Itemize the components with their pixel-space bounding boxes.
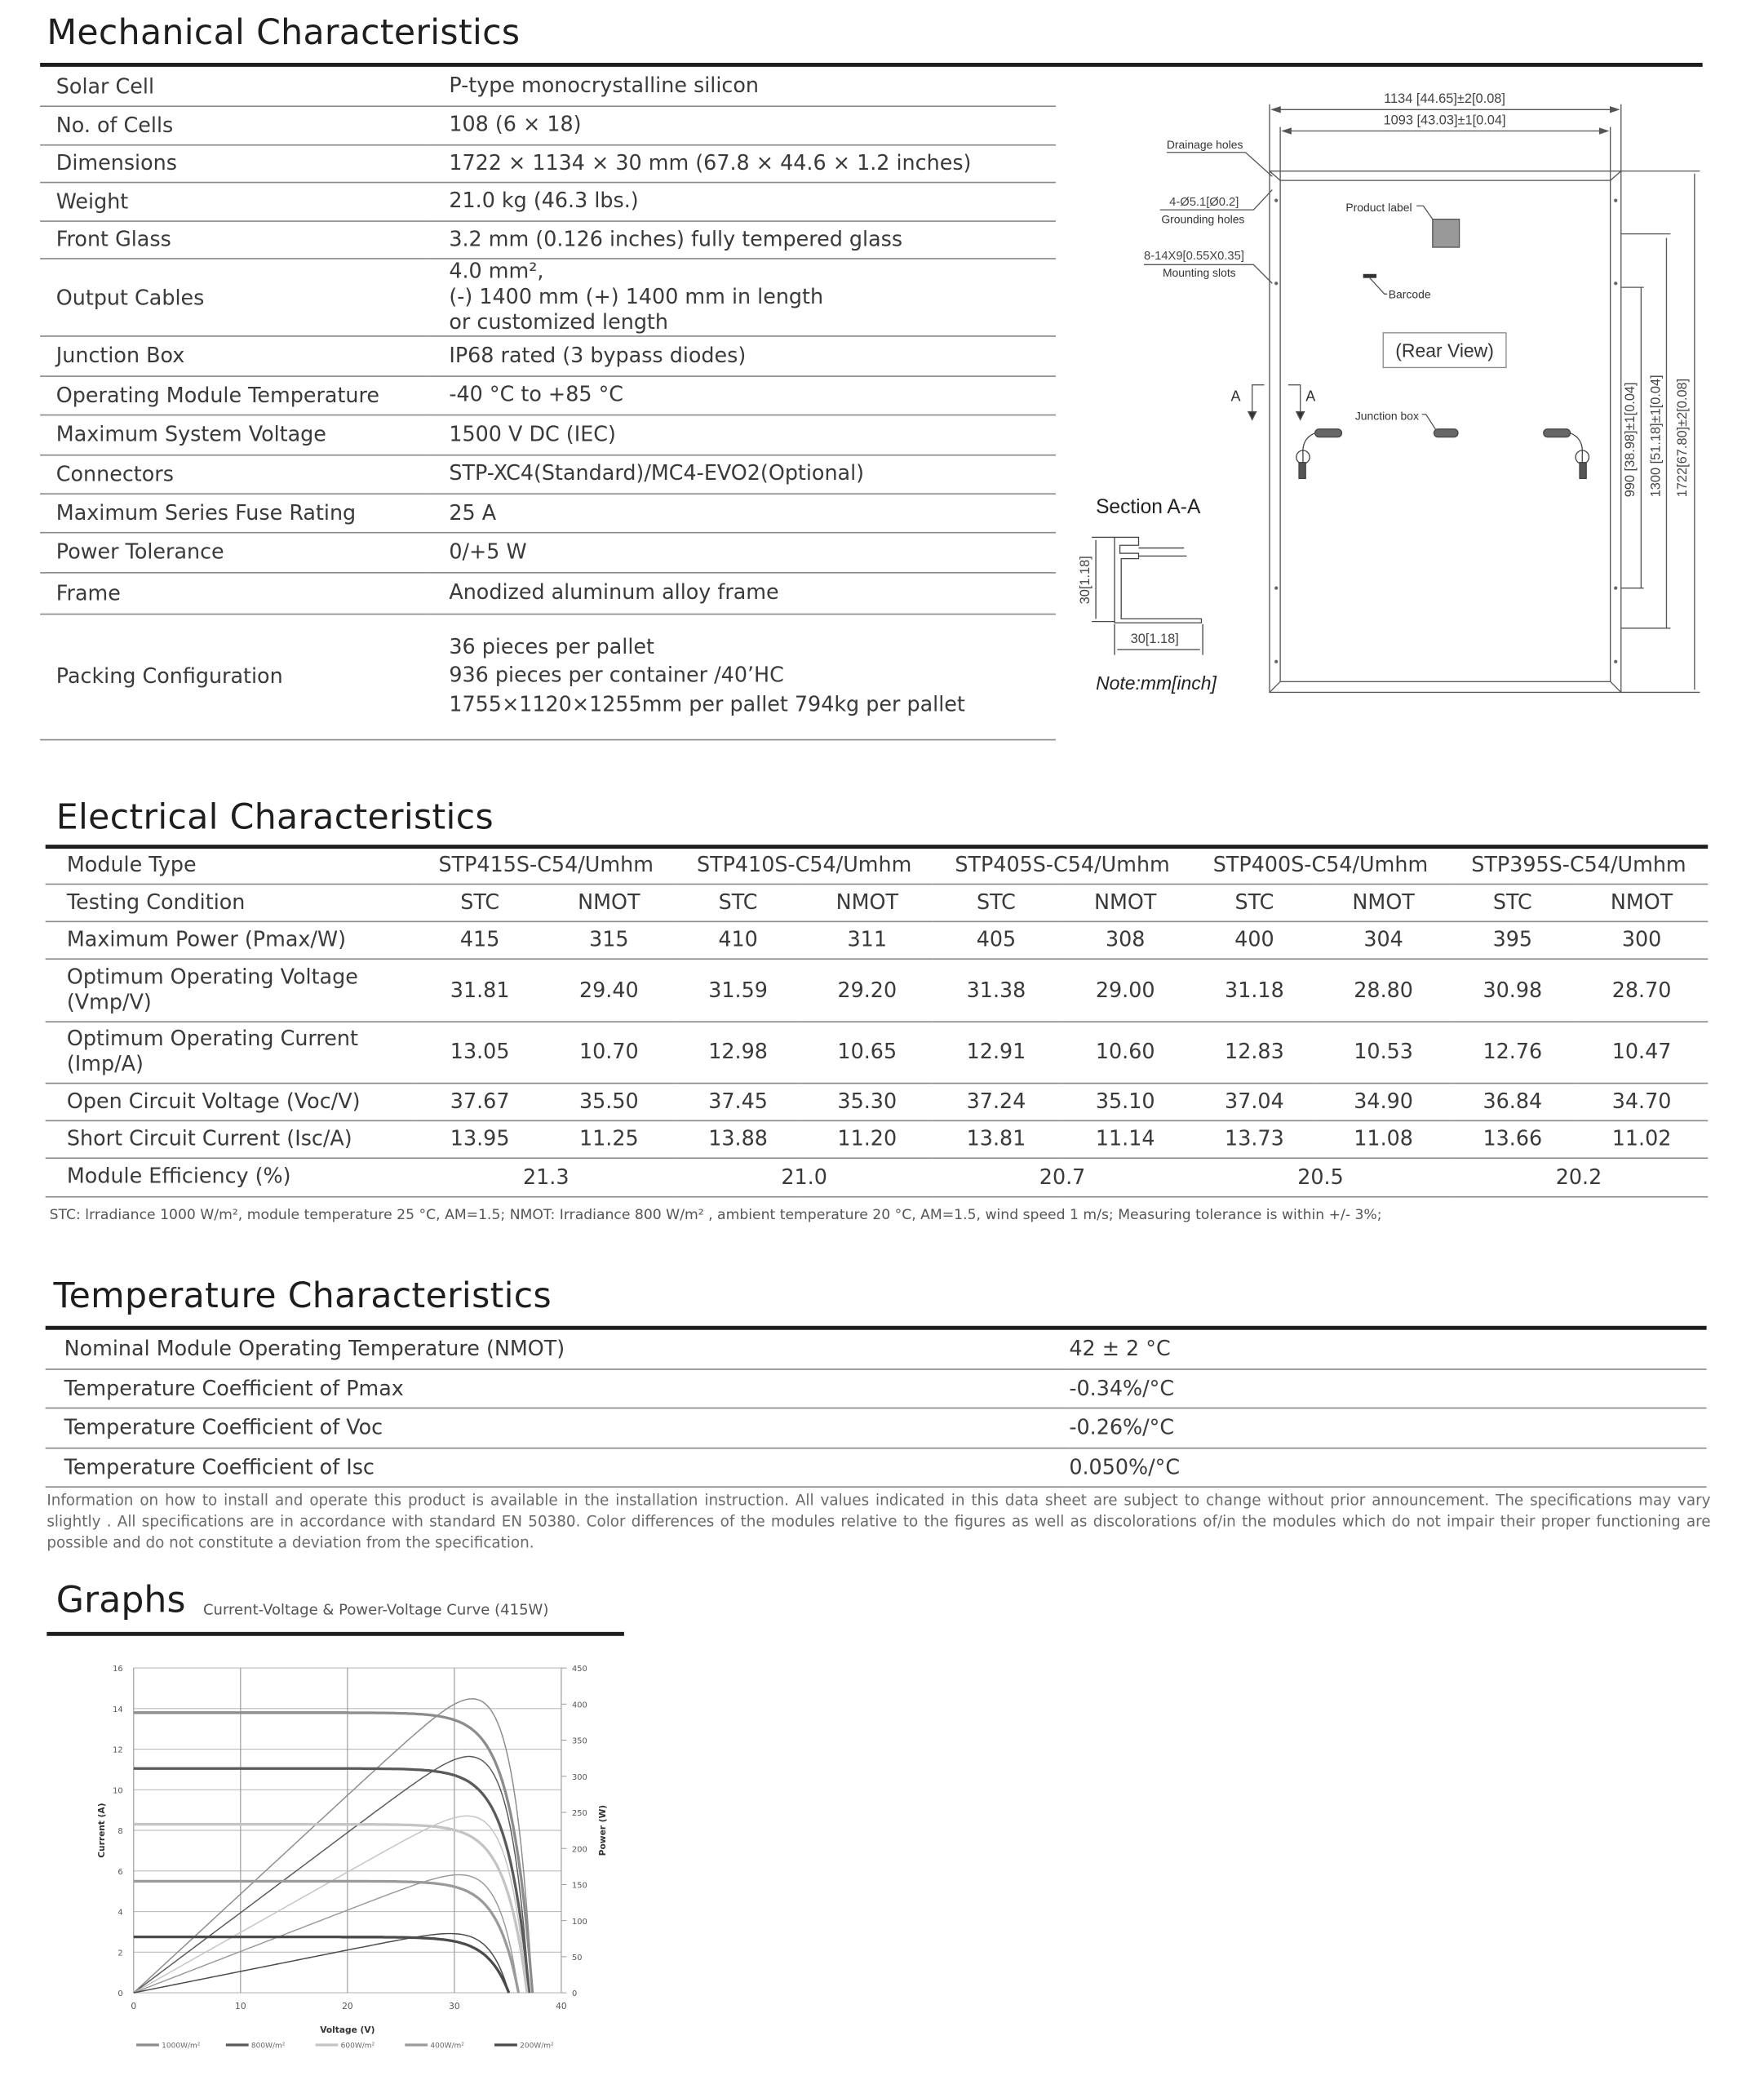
value-cell: 31.18 bbox=[1191, 958, 1317, 1021]
value-cell: 308 bbox=[1059, 921, 1191, 959]
value-cell: 37.45 bbox=[675, 1083, 800, 1120]
value-cell: 13.95 bbox=[417, 1120, 543, 1158]
module-name: STP405S-C54/Umhm bbox=[933, 847, 1191, 883]
label-line: Maximum Power (Pmax/W) bbox=[66, 926, 346, 951]
spec-row bbox=[40, 183, 1056, 221]
spec-row bbox=[40, 375, 1056, 415]
spec-row bbox=[40, 533, 1056, 572]
spec-value-line: 108 (6 × 18) bbox=[449, 112, 582, 137]
value-cell: 13.66 bbox=[1450, 1120, 1576, 1158]
module-name: STP395S-C54/Umhm bbox=[1450, 847, 1709, 883]
efficiency-cell: 20.7 bbox=[933, 1157, 1191, 1195]
electrical-row bbox=[46, 921, 1709, 959]
spec-label: Maximum System Voltage bbox=[40, 415, 430, 455]
electrical-table bbox=[46, 847, 1709, 1196]
dim-outer-width: 1134 [44.65]±2[0.08] bbox=[1384, 91, 1505, 107]
y2-tick-label: 400 bbox=[572, 1701, 587, 1710]
condition-cell: STC bbox=[675, 884, 800, 921]
spec-value bbox=[430, 614, 1056, 739]
iv-curve bbox=[134, 1825, 527, 1994]
rear-view-label: (Rear View) bbox=[1395, 339, 1494, 361]
section-height-dim: 30[1.18] bbox=[1077, 556, 1093, 605]
value-cell: 395 bbox=[1450, 921, 1576, 959]
value-cell: 13.73 bbox=[1191, 1120, 1317, 1158]
spec-label: Dimensions bbox=[40, 144, 430, 183]
value-cell: 10.70 bbox=[543, 1021, 675, 1082]
value-cell: 12.91 bbox=[933, 1021, 1059, 1082]
condition-cell: NMOT bbox=[543, 884, 675, 921]
efficiency-cell: 20.5 bbox=[1191, 1157, 1449, 1195]
y2-tick-label: 450 bbox=[572, 1665, 587, 1674]
temperature-row bbox=[46, 1368, 1707, 1408]
spec-label: Maximum Series Fuse Rating bbox=[40, 494, 430, 532]
section-marker-right: A bbox=[1305, 388, 1316, 405]
spec-value-line: (-) 1400 mm (+) 1400 mm in length bbox=[449, 284, 824, 309]
temperature-row bbox=[46, 1448, 1707, 1487]
mechanical-title-rule bbox=[40, 63, 1703, 67]
value-cell: 415 bbox=[417, 921, 543, 959]
iv-pv-chart bbox=[80, 1655, 641, 2089]
product-label-callout: Product label bbox=[1345, 200, 1412, 214]
legend-label: 400W/m² bbox=[430, 2042, 464, 2051]
dim-1300: 1300 [51.18]±1[0.04] bbox=[1648, 375, 1664, 498]
spec-value bbox=[430, 494, 1056, 532]
y-tick-label: 16 bbox=[113, 1665, 123, 1674]
efficiency-cell: 21.3 bbox=[417, 1157, 675, 1195]
y-tick-label: 6 bbox=[117, 1867, 123, 1877]
x-axis-label: Voltage (V) bbox=[320, 2025, 375, 2036]
condition-cell: NMOT bbox=[1059, 884, 1191, 921]
spec-value-line: 4.0 mm², bbox=[449, 259, 544, 284]
condition-cell: STC bbox=[1450, 884, 1576, 921]
value-cell: 10.65 bbox=[801, 1021, 933, 1082]
spec-value-line: Anodized aluminum alloy frame bbox=[449, 579, 779, 605]
y2-tick-label: 250 bbox=[572, 1809, 587, 1819]
spec-label: Weight bbox=[40, 183, 430, 221]
module-type-label: Module Type bbox=[46, 847, 417, 883]
temperature-value: -0.34%/°C bbox=[1069, 1368, 1706, 1408]
value-cell: 10.47 bbox=[1576, 1021, 1708, 1082]
spec-row bbox=[40, 69, 1056, 106]
spec-label: Solar Cell bbox=[40, 69, 430, 106]
spec-label: No. of Cells bbox=[40, 105, 430, 144]
value-cell: 10.60 bbox=[1059, 1021, 1191, 1082]
y2-tick-label: 150 bbox=[572, 1881, 587, 1891]
spec-value bbox=[430, 455, 1056, 494]
spec-value-line: 36 pieces per pallet bbox=[449, 634, 654, 659]
value-cell: 300 bbox=[1576, 921, 1708, 959]
iv-curve bbox=[134, 1937, 509, 1993]
value-cell: 11.20 bbox=[801, 1120, 933, 1158]
x-tick-label: 10 bbox=[235, 2000, 246, 2011]
label-line: Short Circuit Current (Isc/A) bbox=[66, 1125, 352, 1151]
temperature-value: 42 ± 2 °C bbox=[1069, 1330, 1706, 1368]
grounding-holes-label: Grounding holes bbox=[1161, 212, 1245, 226]
grounding-spec-label: 4-Ø5.1[Ø0.2] bbox=[1169, 196, 1239, 210]
label-line: Open Circuit Voltage (Voc/V) bbox=[66, 1089, 361, 1113]
value-cell: 30.98 bbox=[1450, 958, 1576, 1021]
spec-value bbox=[430, 336, 1056, 375]
electrical-footnote: STC: lrradiance 1000 W/m², module temperature 25 °C, AM=1.5; NMOT: Irradiance 800 W/m² , ambient temperature 20 °C, AM=1.5, wind speed 1 m/s; Measuring tolerance is within +/- 3%; bbox=[49, 1207, 1382, 1223]
spec-value-line: 21.0 kg (46.3 lbs.) bbox=[449, 188, 639, 213]
spec-value-line: 3.2 mm (0.126 inches) fully tempered glass bbox=[449, 227, 903, 251]
legend-label: 1000W/m² bbox=[162, 2042, 201, 2051]
dim-1722: 1722[67.80]±2[0.08] bbox=[1675, 378, 1691, 498]
condition-cell: STC bbox=[1191, 884, 1317, 921]
electrical-title: Electrical Characteristics bbox=[55, 797, 494, 838]
y2-tick-label: 100 bbox=[572, 1917, 587, 1927]
spec-label: Junction Box bbox=[40, 336, 430, 375]
spec-value bbox=[430, 533, 1056, 572]
electrical-row bbox=[46, 958, 1709, 1021]
units-note: Note:mm[inch] bbox=[1096, 672, 1217, 694]
temperature-title: Temperature Characteristics bbox=[53, 1276, 552, 1317]
value-cell: 29.20 bbox=[801, 958, 933, 1021]
module-type-row bbox=[46, 847, 1709, 883]
spec-value bbox=[430, 105, 1056, 144]
spec-row bbox=[40, 494, 1056, 532]
x-tick-label: 40 bbox=[556, 2000, 567, 2011]
spec-row bbox=[40, 105, 1056, 144]
condition-cell: NMOT bbox=[1318, 884, 1450, 921]
value-cell: 35.50 bbox=[543, 1083, 675, 1120]
graphs-title: Graphs bbox=[55, 1579, 186, 1621]
y-tick-label: 8 bbox=[117, 1827, 123, 1837]
value-cell: 28.70 bbox=[1576, 958, 1708, 1021]
y-tick-label: 14 bbox=[113, 1705, 123, 1714]
y-tick-label: 10 bbox=[113, 1786, 123, 1796]
spec-row bbox=[40, 614, 1056, 739]
drainage-holes-label: Drainage holes bbox=[1166, 137, 1243, 151]
spec-value-line: STP-XC4(Standard)/MC4-EVO2(Optional) bbox=[449, 461, 865, 486]
value-cell: 29.00 bbox=[1059, 958, 1191, 1021]
iv-curve bbox=[134, 1713, 533, 1993]
value-cell: 12.98 bbox=[675, 1021, 800, 1082]
electrical-row bbox=[46, 1021, 1709, 1082]
y-tick-label: 0 bbox=[117, 1989, 123, 1999]
value-cell: 35.30 bbox=[801, 1083, 933, 1120]
spec-value-line: -40 °C to +85 °C bbox=[449, 382, 624, 407]
value-cell: 35.10 bbox=[1059, 1083, 1191, 1120]
spec-label: Operating Module Temperature bbox=[40, 375, 430, 415]
spec-value bbox=[430, 144, 1056, 183]
testing-condition-row bbox=[46, 884, 1709, 921]
temperature-value: 0.050%/°C bbox=[1069, 1448, 1706, 1487]
value-cell: 28.80 bbox=[1318, 958, 1450, 1021]
condition-cell: NMOT bbox=[801, 884, 933, 921]
spec-row bbox=[40, 144, 1056, 183]
electrical-row-label bbox=[46, 1021, 417, 1082]
module-dimension-drawing bbox=[1069, 80, 1724, 708]
temperature-label: Temperature Coefficient of Isc bbox=[46, 1448, 1070, 1487]
spec-value bbox=[430, 69, 1056, 106]
value-cell: 12.83 bbox=[1191, 1021, 1317, 1082]
graphs-title-rule bbox=[47, 1632, 624, 1635]
spec-label: Connectors bbox=[40, 455, 430, 494]
electrical-row-label bbox=[46, 958, 417, 1021]
module-name: STP415S-C54/Umhm bbox=[417, 847, 675, 883]
value-cell: 304 bbox=[1318, 921, 1450, 959]
electrical-row bbox=[46, 1120, 1709, 1158]
y2-tick-label: 50 bbox=[572, 1953, 583, 1963]
spec-label: Front Glass bbox=[40, 220, 430, 259]
y-tick-label: 4 bbox=[117, 1908, 123, 1918]
value-cell: 13.81 bbox=[933, 1120, 1059, 1158]
value-cell: 34.70 bbox=[1576, 1083, 1708, 1120]
label-line: Optimum Operating Current bbox=[66, 1026, 358, 1051]
spec-value bbox=[430, 415, 1056, 455]
y-axis-label: Current (A) bbox=[95, 1803, 107, 1858]
junction-box-icon bbox=[1296, 429, 1589, 479]
y2-tick-label: 0 bbox=[572, 1989, 578, 1999]
spec-value-line: 936 pieces per container /40’HC bbox=[449, 663, 784, 688]
spec-row bbox=[40, 336, 1056, 375]
label-line: Optimum Operating Voltage bbox=[66, 964, 358, 989]
mechanical-table bbox=[40, 69, 1056, 740]
temperature-label: Nominal Module Operating Temperature (NMOT) bbox=[46, 1330, 1070, 1368]
value-cell: 37.24 bbox=[933, 1083, 1059, 1120]
spec-row bbox=[40, 455, 1056, 494]
section-title: Section A-A bbox=[1096, 495, 1201, 518]
value-cell: 12.76 bbox=[1450, 1021, 1576, 1082]
y2-tick-label: 200 bbox=[572, 1845, 587, 1855]
label-line: (Imp/A) bbox=[66, 1052, 144, 1076]
pv-curve bbox=[134, 1816, 527, 1993]
spec-label: Power Tolerance bbox=[40, 533, 430, 572]
legend-label: 800W/m² bbox=[250, 2042, 286, 2051]
pv-curve bbox=[134, 1934, 509, 1994]
spec-value bbox=[430, 183, 1056, 221]
condition-cell: STC bbox=[933, 884, 1059, 921]
spec-row bbox=[40, 259, 1056, 336]
spec-value-line: 1755×1120×1255mm per pallet 794kg per pallet bbox=[449, 692, 965, 716]
mechanical-title: Mechanical Characteristics bbox=[47, 13, 521, 54]
temperature-label: Temperature Coefficient of Pmax bbox=[46, 1368, 1070, 1408]
spec-value-line: 25 A bbox=[449, 500, 497, 525]
temperature-row bbox=[46, 1408, 1707, 1448]
efficiency-row bbox=[46, 1157, 1709, 1195]
spec-row bbox=[40, 572, 1056, 614]
spec-value-line: or customized length bbox=[449, 309, 668, 335]
pv-curve bbox=[134, 1757, 530, 1994]
spec-value bbox=[430, 220, 1056, 259]
module-name: STP400S-C54/Umhm bbox=[1191, 847, 1449, 883]
product-label-icon bbox=[1433, 220, 1460, 247]
efficiency-cell: 20.2 bbox=[1450, 1157, 1709, 1195]
section-width-dim: 30[1.18] bbox=[1130, 631, 1179, 646]
value-cell: 31.38 bbox=[933, 958, 1059, 1021]
legend-label: 600W/m² bbox=[340, 2042, 375, 2051]
condition-cell: STC bbox=[417, 884, 543, 921]
y2-tick-label: 300 bbox=[572, 1772, 587, 1782]
value-cell: 13.05 bbox=[417, 1021, 543, 1082]
spec-value bbox=[430, 259, 1056, 336]
spec-value-line: 1500 V DC (IEC) bbox=[449, 422, 616, 446]
value-cell: 31.59 bbox=[675, 958, 800, 1021]
disclaimer-text: Information on how to install and operate this product is available in the installation instruction. All values indicated in this data sheet are subject to change without prior announcement. The specifications may vary slightly . All specifications are in accordance with standard EN 50380. Color differences of the modules relative to the figures as well as discolorations of/in the modules which do not impair their proper functioning are possible and do not constitute a deviation from the specification. bbox=[47, 1491, 1711, 1552]
temperature-table bbox=[46, 1330, 1707, 1488]
mounting-slots-label: Mounting slots bbox=[1162, 266, 1236, 280]
x-tick-label: 0 bbox=[131, 2000, 137, 2011]
value-cell: 13.88 bbox=[675, 1120, 800, 1158]
x-tick-label: 20 bbox=[342, 2000, 353, 2011]
spec-value-line: 1722 × 1134 × 30 mm (67.8 × 44.6 × 1.2 inches) bbox=[449, 150, 972, 175]
value-cell: 400 bbox=[1191, 921, 1317, 959]
spec-label: Frame bbox=[40, 572, 430, 614]
value-cell: 37.67 bbox=[417, 1083, 543, 1120]
value-cell: 36.84 bbox=[1450, 1083, 1576, 1120]
efficiency-label: Module Efficiency (%) bbox=[46, 1157, 417, 1195]
value-cell: 11.14 bbox=[1059, 1120, 1191, 1158]
value-cell: 311 bbox=[801, 921, 933, 959]
temperature-value: -0.26%/°C bbox=[1069, 1408, 1706, 1448]
spec-value bbox=[430, 375, 1056, 415]
spec-value-line: P-type monocrystalline silicon bbox=[449, 73, 759, 98]
value-cell: 410 bbox=[675, 921, 800, 959]
spec-value bbox=[430, 572, 1056, 614]
x-tick-label: 30 bbox=[449, 2000, 460, 2011]
spec-value-line: 0/+5 W bbox=[449, 539, 527, 564]
dim-inner-width: 1093 [43.03]±1[0.04] bbox=[1383, 113, 1506, 128]
section-marker-left: A bbox=[1230, 388, 1241, 405]
efficiency-cell: 21.0 bbox=[675, 1157, 933, 1195]
value-cell: 315 bbox=[543, 921, 675, 959]
electrical-row bbox=[46, 1083, 1709, 1120]
spec-value-line: IP68 rated (3 bypass diodes) bbox=[449, 343, 747, 368]
testing-condition-label: Testing Condition bbox=[46, 884, 417, 921]
condition-cell: NMOT bbox=[1576, 884, 1708, 921]
value-cell: 37.04 bbox=[1191, 1083, 1317, 1120]
value-cell: 10.53 bbox=[1318, 1021, 1450, 1082]
y2-tick-label: 350 bbox=[572, 1736, 587, 1746]
spec-label: Output Cables bbox=[40, 259, 430, 336]
value-cell: 11.25 bbox=[543, 1120, 675, 1158]
value-cell: 405 bbox=[933, 921, 1059, 959]
spec-label: Packing Configuration bbox=[40, 614, 430, 739]
y-tick-label: 12 bbox=[113, 1745, 123, 1755]
junction-box-callout: Junction box bbox=[1354, 409, 1419, 423]
spec-row bbox=[40, 220, 1056, 259]
mounting-spec-label: 8-14X9[0.55X0.35] bbox=[1144, 249, 1244, 263]
value-cell: 11.08 bbox=[1318, 1120, 1450, 1158]
electrical-row-label bbox=[46, 1083, 417, 1120]
value-cell: 11.02 bbox=[1576, 1120, 1708, 1158]
spec-row bbox=[40, 415, 1056, 455]
label-line: (Vmp/V) bbox=[66, 989, 152, 1014]
electrical-row-label bbox=[46, 921, 417, 959]
dim-990: 990 [38.98]±1[0.04] bbox=[1623, 382, 1638, 498]
legend-label: 200W/m² bbox=[520, 2042, 554, 2051]
temperature-label: Temperature Coefficient of Voc bbox=[46, 1408, 1070, 1448]
temperature-row bbox=[46, 1330, 1707, 1368]
y2-axis-label: Power (W) bbox=[596, 1804, 608, 1856]
barcode-icon bbox=[1363, 274, 1376, 278]
barcode-callout: Barcode bbox=[1388, 287, 1431, 301]
electrical-row-label bbox=[46, 1120, 417, 1158]
module-name: STP410S-C54/Umhm bbox=[675, 847, 933, 883]
graphs-subtitle: Current-Voltage & Power-Voltage Curve (415W) bbox=[202, 1601, 549, 1619]
value-cell: 29.40 bbox=[543, 958, 675, 1021]
value-cell: 34.90 bbox=[1318, 1083, 1450, 1120]
y-tick-label: 2 bbox=[117, 1949, 123, 1958]
value-cell: 31.81 bbox=[417, 958, 543, 1021]
